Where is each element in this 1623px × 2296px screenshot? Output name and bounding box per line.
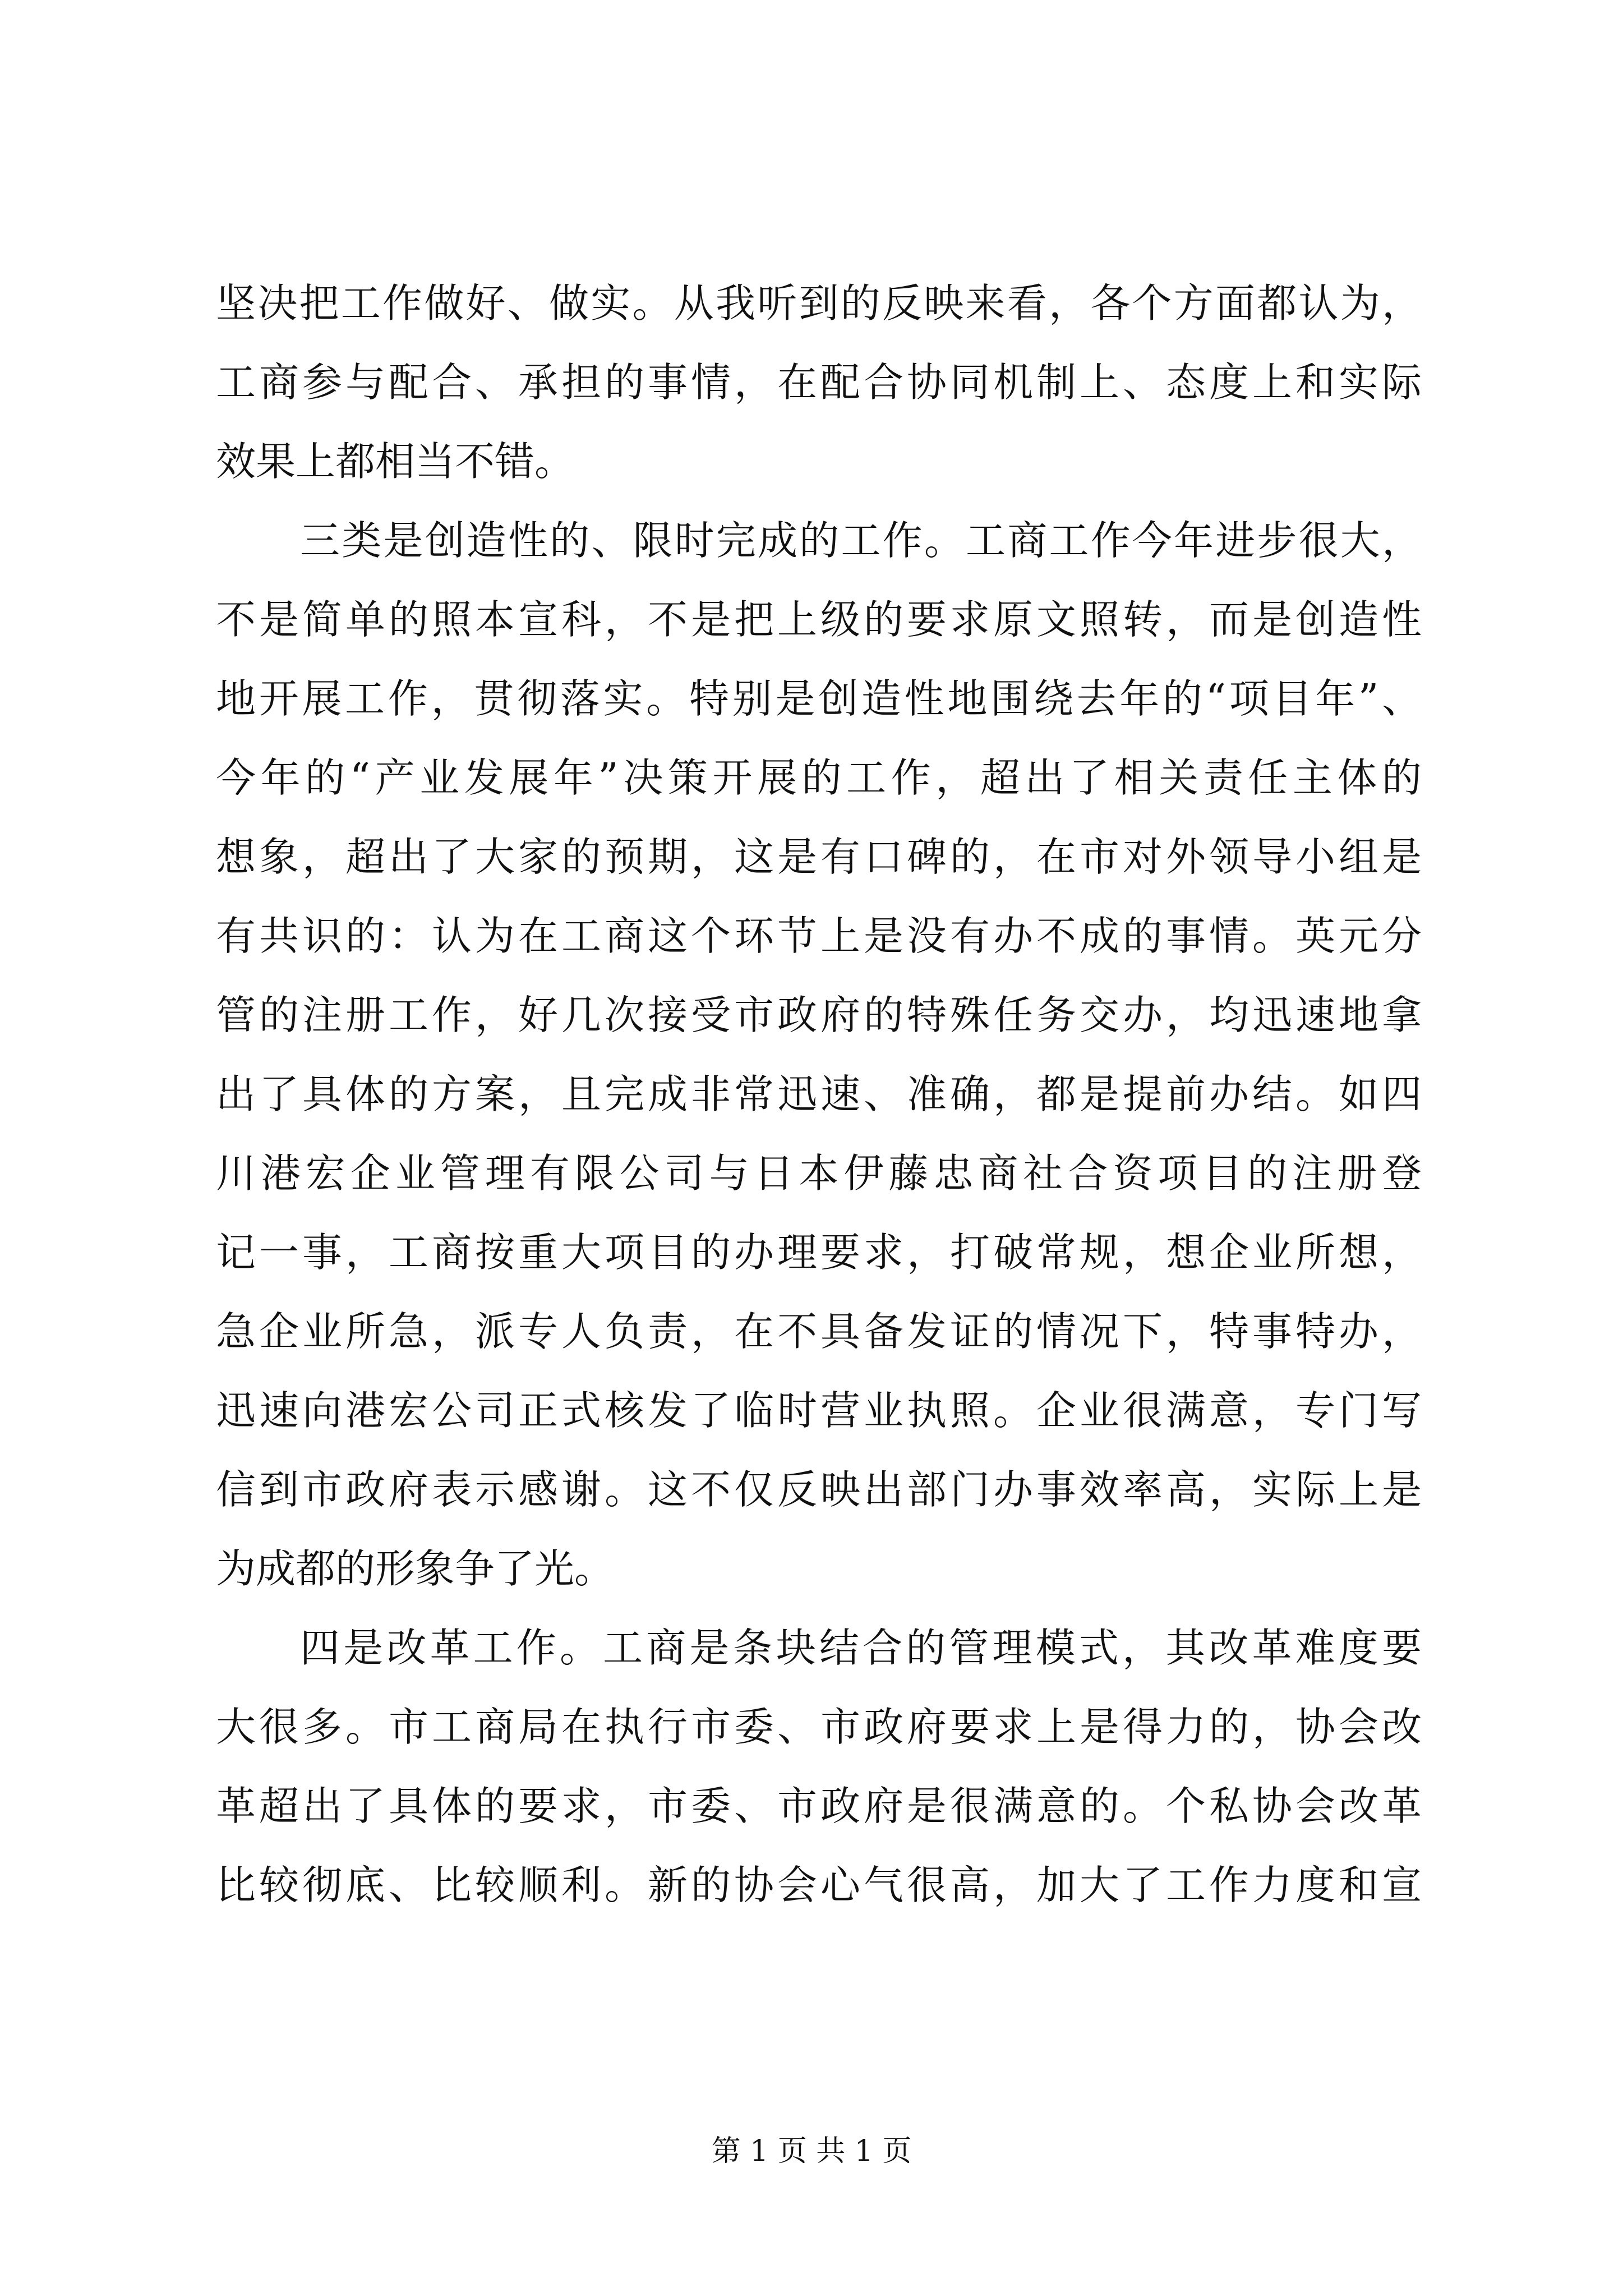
paragraph-line: 革超出了具体的要求，市委、市政府是很满意的。个私协会改革 bbox=[216, 1783, 1422, 1829]
document-body bbox=[216, 264, 1422, 1925]
paragraph-line: 出了具体的方案，且完成非常迅速、准确，都是提前办结。如四 bbox=[216, 1071, 1422, 1117]
paragraph-line: 效果上都相当不错。 bbox=[216, 438, 575, 485]
paragraph-line: 四是改革工作。工商是条块结合的管理模式，其改革难度要 bbox=[300, 1625, 1422, 1671]
paragraph-line: 信到市政府表示感谢。这不仅反映出部门办事效率高，实际上是 bbox=[216, 1466, 1422, 1513]
paragraph-line: 地开展工作，贯彻落实。特别是创造性地围绕去年的“项目年”、 bbox=[216, 675, 1422, 722]
paragraph-line: 急企业所急，派专人负责，在不具备发证的情况下，特事特办， bbox=[216, 1308, 1422, 1355]
paragraph-line: 记一事，工商按重大项目的办理要求，打破常规，想企业所想， bbox=[216, 1229, 1422, 1276]
paragraph-line: 大很多。市工商局在执行市委、市政府要求上是得力的，协会改 bbox=[216, 1704, 1422, 1750]
page-footer: 第 1 页 共 1 页 bbox=[711, 2134, 912, 2168]
paragraph-line: 为成都的形象争了光。 bbox=[216, 1545, 615, 1592]
paragraph-line: 比较彻底、比较顺利。新的协会心气很高，加大了工作力度和宣 bbox=[216, 1862, 1422, 1908]
paragraph-line: 工商参与配合、承担的事情，在配合协同机制上、态度上和实际 bbox=[216, 359, 1422, 406]
paragraph-line: 三类是创造性的、限时完成的工作。工商工作今年进步很大， bbox=[300, 517, 1422, 564]
paragraph-line: 有共识的：认为在工商这个环节上是没有办不成的事情。英元分 bbox=[216, 913, 1422, 959]
paragraph-line: 川港宏企业管理有限公司与日本伊藤忠商社合资项目的注册登 bbox=[216, 1150, 1422, 1197]
paragraph-line: 管的注册工作，好几次接受市政府的特殊任务交办，均迅速地拿 bbox=[216, 992, 1422, 1038]
paragraph-line: 迅速向港宏公司正式核发了临时营业执照。企业很满意，专门写 bbox=[216, 1387, 1422, 1434]
paragraph-line: 不是简单的照本宣科，不是把上级的要求原文照转，而是创造性 bbox=[216, 596, 1422, 643]
paragraph-line: 今年的“产业发展年”决策开展的工作，超出了相关责任主体的 bbox=[216, 754, 1422, 801]
paragraph-line: 坚决把工作做好、做实。从我听到的反映来看，各个方面都认为， bbox=[216, 280, 1422, 326]
paragraph-line: 想象，超出了大家的预期，这是有口碑的，在市对外领导小组是 bbox=[216, 834, 1422, 880]
